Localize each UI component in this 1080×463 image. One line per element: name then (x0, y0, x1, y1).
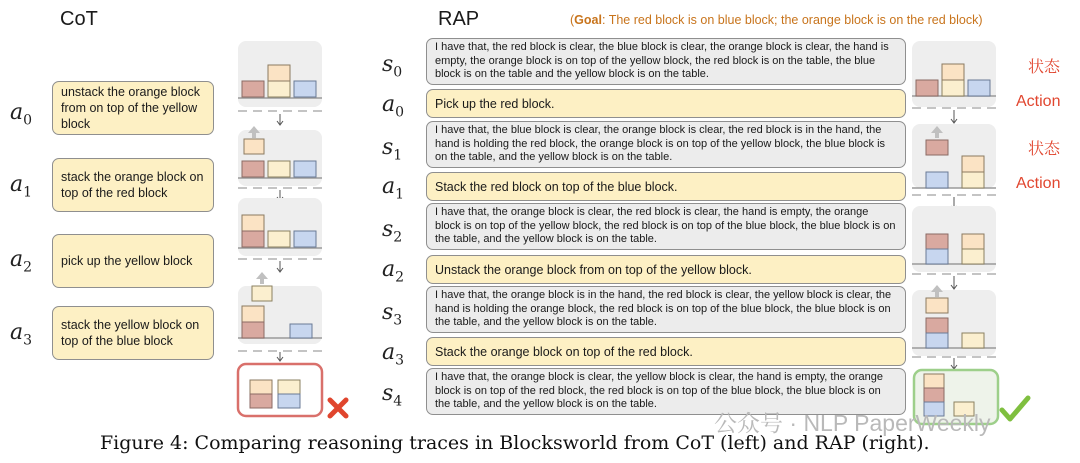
cot-step-3: stack the yellow block on top of the blue block (52, 306, 214, 360)
cot-title: CoT (60, 8, 98, 30)
cot-step-1: stack the orange block on top of the red block (52, 158, 214, 212)
red-block (250, 394, 272, 408)
red-block (926, 318, 948, 333)
cot-state-panel-2 (238, 198, 322, 256)
blue-block (290, 324, 312, 338)
cot-blocks-diagram (232, 38, 352, 428)
side-label-state-1: 状态 (1028, 141, 1061, 158)
red-block (242, 322, 264, 338)
rap-title: RAP (438, 8, 480, 30)
cot-state-panel-1 (238, 126, 322, 186)
blue-block (294, 161, 316, 177)
rap-state-panel-2 (912, 206, 996, 272)
orange-block (250, 380, 272, 394)
rap-symbol-s1: $s_1$ (382, 135, 403, 164)
cot-state-panel-3 (238, 272, 322, 344)
rap-state-panel-3 (912, 285, 996, 356)
red-block (926, 234, 948, 249)
rap-symbol-s2: $s_2$ (382, 217, 403, 246)
rap-action-a0: Pick up the red block. (426, 89, 906, 118)
orange-block (242, 306, 264, 322)
cot-step-0: unstack the orange block from on top of the yellow block (52, 81, 214, 135)
orange-block (962, 156, 984, 172)
blue-block (968, 80, 990, 96)
rap-action-a1: Stack the red block on top of the blue block. (426, 172, 906, 201)
cot-state-panel-0 (238, 41, 322, 107)
orange-block (924, 374, 944, 388)
rap-symbol-a2: $a_2$ (382, 257, 405, 286)
rap-action-a3: Stack the orange block on top of the red block. (426, 337, 906, 366)
goal-label: Goal (574, 13, 602, 27)
rap-state-s2: I have that, the orange block is clear, the red block is clear, the hand is empty, the orange block is on top of the yellow block, the red block is on top of the blue block, the blue block is on the table, and the yellow block is on the table. (426, 203, 906, 250)
yellow-block (268, 161, 290, 177)
cross-icon (330, 400, 346, 416)
rap-state-s0: I have that, the red block is clear, the blue block is clear, the orange block is clear, the hand is empty, the orange block is on top of the yellow block, the red block is on the table, the blue block is on the table and the yellow block is on the table. (426, 38, 906, 85)
yellow-block (268, 81, 290, 97)
cot-final-state (238, 364, 322, 416)
orange-block (268, 65, 290, 81)
orange-block (926, 298, 948, 313)
figure-caption: Figure 4: Comparing reasoning traces in Blocksworld from CoT (left) and RAP (right). (100, 432, 930, 454)
yellow-block (942, 80, 964, 96)
cot-symbol-a2: $a_2$ (10, 247, 33, 276)
yellow-block (278, 380, 300, 394)
yellow-block (268, 231, 290, 247)
rap-symbol-a3: $a_3$ (382, 340, 405, 369)
yellow-block (252, 286, 272, 301)
down-arrow-icon (277, 114, 283, 125)
red-block (242, 161, 264, 177)
orange-block (962, 234, 984, 249)
rap-state-panel-0 (912, 41, 996, 107)
goal-body: : The red block is on blue block; the orange block is on the red block) (601, 13, 983, 27)
orange-block (244, 139, 264, 154)
rap-state-s3: I have that, the orange block is in the hand, the red block is clear, the yellow block is clear, the hand is holding the orange block, the red block is on top of the blue block, the blue block is on the table, and the yellow block is on the table. (426, 286, 906, 333)
side-label-state-0: 状态 (1028, 59, 1061, 76)
rap-symbol-s3: $s_3$ (382, 300, 403, 329)
blue-block (278, 394, 300, 408)
rap-state-panel-1 (912, 124, 996, 188)
red-block (924, 388, 944, 402)
blue-block (926, 333, 948, 348)
cot-symbol-a3: $a_3$ (10, 320, 33, 349)
rap-symbol-s0: $s_0$ (382, 52, 403, 81)
rap-state-s4: I have that, the orange block is clear, the yellow block is clear, the hand is empty, the orange block is on top of the red block, the red block is on top of the blue block, the blue block is on the table, and the yellow block is on the table. (426, 368, 906, 415)
red-block (926, 140, 948, 155)
rap-state-s1: I have that, the blue block is clear, the orange block is clear, the red block is in the hand, the hand is holding the red block, the orange block is on top of the yellow block, the blue block is on the table, and the yellow block is on the table. (426, 121, 906, 168)
orange-block (242, 215, 264, 231)
red-block (242, 231, 264, 247)
cot-symbol-a0: $a_0$ (10, 100, 33, 129)
blue-block (294, 81, 316, 97)
blue-block (926, 172, 948, 188)
cot-symbol-a1: $a_1$ (10, 172, 33, 201)
side-label-action-1: Action (1016, 175, 1061, 192)
cot-step-2: pick up the yellow block (52, 234, 214, 288)
yellow-block (962, 333, 984, 348)
red-block (242, 81, 264, 97)
watermark: 公众号 · NLP PaperWeekly (714, 410, 991, 436)
yellow-block (962, 172, 984, 188)
goal-text (570, 13, 983, 27)
rap-symbol-s4: $s_4$ (382, 381, 403, 410)
orange-block (942, 64, 964, 80)
side-label-action-0: Action (1016, 93, 1061, 110)
blue-block (294, 231, 316, 247)
check-icon (1002, 398, 1028, 419)
rap-action-a2: Unstack the orange block from on top of the yellow block. (426, 255, 906, 284)
yellow-block (962, 249, 984, 264)
goal-open: ( (570, 13, 575, 27)
rap-symbol-a1: $a_1$ (382, 174, 405, 203)
red-block (916, 80, 938, 96)
blue-block (926, 249, 948, 264)
rap-symbol-a0: $a_0$ (382, 92, 405, 121)
